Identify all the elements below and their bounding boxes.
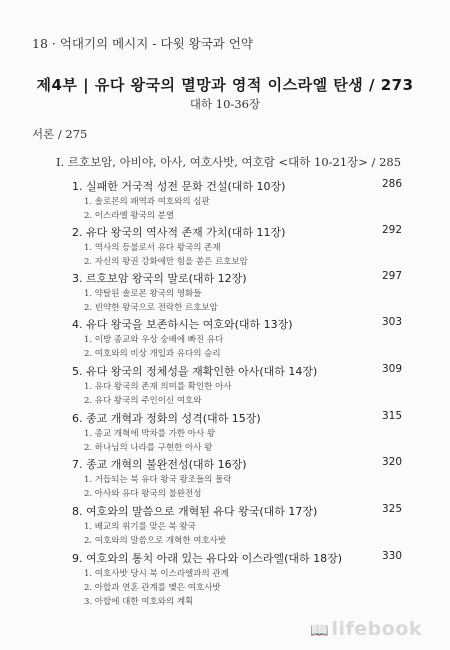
chapter-page-number: 320 <box>381 456 402 468</box>
part-subtitle: 대하 10-36장 <box>189 97 261 111</box>
chapter-line <box>72 316 402 332</box>
chapter-subsection: 1. 여호사밧 당시 북 이스라엘과의 관계 <box>84 569 229 579</box>
chapter-subsection: 2. 여호와의 비상 개입과 유다의 승리 <box>84 349 221 359</box>
chapter-line <box>72 456 402 472</box>
chapter-title: 1. 실패한 거국적 성전 문화 건설(대하 10장) <box>72 180 286 193</box>
chapter-page-number: 330 <box>381 550 402 562</box>
chapter-subsection: 1. 종교 개혁에 박차를 가한 아사 왕 <box>84 429 216 439</box>
chapter-page-number: 315 <box>381 410 402 422</box>
chapter-page-number: 309 <box>381 363 402 375</box>
chapter-page-number: 303 <box>381 316 402 328</box>
chapter-title: 3. 르호보암 왕국의 말로(대하 12장) <box>72 272 247 285</box>
chapter-subsection: 2. 하나님의 나라를 구현한 아사 왕 <box>84 443 213 453</box>
chapter-title: 9. 여호와의 통치 아래 있는 유다와 이스라엘(대하 18장) <box>72 552 343 565</box>
chapter-subsection: 1. 약탈된 솔로몬 왕국의 영화들 <box>84 289 202 299</box>
chapter-title: 6. 종교 개혁과 정화의 성격(대하 15장) <box>72 412 261 425</box>
chapter-subsection: 2. 자신의 왕권 강화에만 힘을 쏟은 르호보암 <box>84 257 248 267</box>
chapter-line <box>72 363 402 379</box>
part-title: 제4부 | 유다 왕국의 멸망과 영적 이스라엘 탄생 / 273 <box>36 76 414 94</box>
chapter-subsection: 3. 아합에 대한 여호와의 계획 <box>84 597 194 607</box>
chapter-title: 4. 유다 왕국을 보존하시는 여호와(대하 13장) <box>72 318 293 331</box>
watermark <box>310 618 422 640</box>
chapter-subsection: 1. 거듭되는 북 유다 왕국 왕조들의 몰락 <box>84 475 232 485</box>
page-header: 18 · 억대기의 메시지 - 다윗 왕국과 언약 <box>32 36 253 51</box>
chapter-page-number: 292 <box>381 224 402 236</box>
chapter-subsection: 1. 배교의 위기를 맞은 북 왕국 <box>84 522 196 532</box>
chapter-title: 8. 여호와의 말씀으로 개혁된 유다 왕국(대하 17장) <box>72 505 318 518</box>
chapter-subsection: 2. 이스라엘 왕국의 분열 <box>84 211 175 221</box>
chapter-line <box>72 503 402 519</box>
chapter-subsection: 2. 빈약한 왕국으로 전락한 르호보암 <box>84 303 218 313</box>
chapter-subsection: 2. 여호와의 말씀으로 개혁한 여호사밧 <box>84 536 227 546</box>
intro-entry: 서론 / 275 <box>32 127 88 141</box>
chapter-title: 7. 종교 개혁의 불완전성(대하 16장) <box>72 458 247 471</box>
chapter-subsection: 2. 유다 왕국의 주인이신 여호와 <box>84 396 202 406</box>
chapter-subsection: 1. 이방 종교와 우상 숭배에 빠진 유다 <box>84 335 224 345</box>
section-title: I. 르호보암, 아비야, 아사, 여호사밧, 여호람 <대하 10-21장> / 285 <box>56 155 402 169</box>
chapter-page-number: 286 <box>381 178 402 190</box>
watermark-text: lifebook <box>331 618 422 640</box>
chapter-page-number: 297 <box>381 270 402 282</box>
chapter-subsection: 2. 아합과 연혼 관계를 맺은 여호사밧 <box>84 583 221 593</box>
chapter-subsection: 2. 아사와 유다 왕국의 불완전성 <box>84 489 202 499</box>
chapter-title: 5. 유다 왕국의 정체성을 재확인한 아사(대하 14장) <box>72 365 318 378</box>
chapter-page-number: 325 <box>381 503 402 515</box>
chapter-line <box>72 550 402 566</box>
book-icon: 📖 <box>310 621 330 639</box>
chapter-subsection: 1. 솔로몬의 패역과 여호와의 심판 <box>84 197 210 207</box>
chapter-subsection: 1. 유다 왕국의 존재 의미를 확인한 아사 <box>84 382 232 392</box>
chapter-subsection: 1. 역사의 등불로서 유다 왕국의 존재 <box>84 243 221 253</box>
chapter-line <box>72 178 402 194</box>
chapter-line <box>72 270 402 286</box>
chapter-line <box>72 410 402 426</box>
chapter-title: 2. 유다 왕국의 역사적 존재 가치(대하 11장) <box>72 226 286 239</box>
chapter-line <box>72 224 402 240</box>
